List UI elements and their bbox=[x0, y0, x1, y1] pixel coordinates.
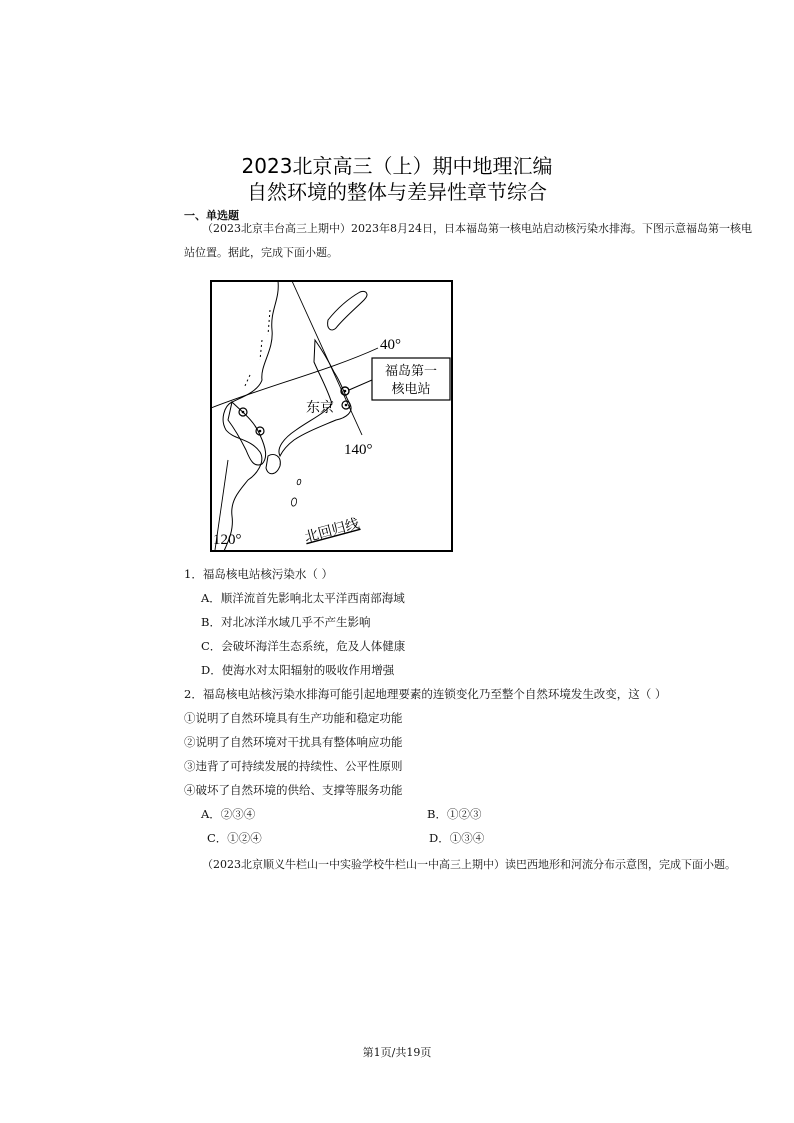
q1-option-d: D．使海水对太阳辐射的吸收作用增强 bbox=[201, 663, 395, 677]
latitude-label: 40° bbox=[380, 337, 401, 353]
intro-paragraph-2: （2023北京顺义牛栏山一中实验学校牛栏山一中高三上期中）读巴西地形和河流分布示意图，完成下面小题。 bbox=[202, 858, 736, 871]
longitude-120-label: 120° bbox=[213, 532, 242, 548]
q2-statement-4: ④破坏了自然环境的供给、支撑等服务功能 bbox=[184, 783, 403, 797]
q1-stem: 1．福岛核电站核污染水（ ） bbox=[184, 567, 333, 581]
page-footer: 第1页/共19页 bbox=[362, 1046, 432, 1059]
q2-option-d: D．①③④ bbox=[429, 831, 485, 845]
tokyo-label: 东京 bbox=[306, 400, 334, 416]
q2-statement-2: ②说明了自然环境对干扰具有整体响应功能 bbox=[184, 735, 403, 749]
intro-paragraph-1: （2023北京丰台高三上期中）2023年8月24日，日本福岛第一核电站启动核污染水排海。下图示意福岛第一核电站位置。据此，完成下面小题。 bbox=[184, 222, 752, 259]
q2-statement-3: ③违背了可持续发展的持续性、公平性原则 bbox=[184, 759, 403, 773]
q2-stem: 2．福岛核电站核污染水排海可能引起地理要素的连锁变化乃至整个自然环境发生改变，这（ ） bbox=[184, 687, 667, 701]
q1-option-c: C．会破坏海洋生态系统，危及人体健康 bbox=[201, 639, 406, 653]
q1-option-b: B．对北冰洋水域几乎不产生影响 bbox=[201, 615, 371, 629]
q2-option-c: C．①②④ bbox=[207, 831, 262, 845]
tropic-label: 北回归线 bbox=[302, 515, 362, 546]
q2-option-b: B．①②③ bbox=[427, 807, 482, 821]
q2-statement-1: ①说明了自然环境具有生产功能和稳定功能 bbox=[184, 711, 403, 725]
callout-line1: 福岛第一 bbox=[384, 364, 438, 379]
callout-line2: 核电站 bbox=[391, 382, 431, 397]
q1-option-a: A．顺洋流首先影响北太平洋西南部海域 bbox=[201, 591, 405, 605]
section-heading: 一、单选题 bbox=[184, 209, 239, 222]
doc-title-line2: 自然环境的整体与差异性章节综合 bbox=[247, 180, 547, 204]
doc-title-line1: 2023北京高三（上）期中地理汇编 bbox=[241, 154, 553, 178]
fukushima-map bbox=[210, 280, 453, 552]
longitude-140-label: 140° bbox=[344, 442, 373, 458]
q2-option-a: A．②③④ bbox=[201, 807, 256, 821]
